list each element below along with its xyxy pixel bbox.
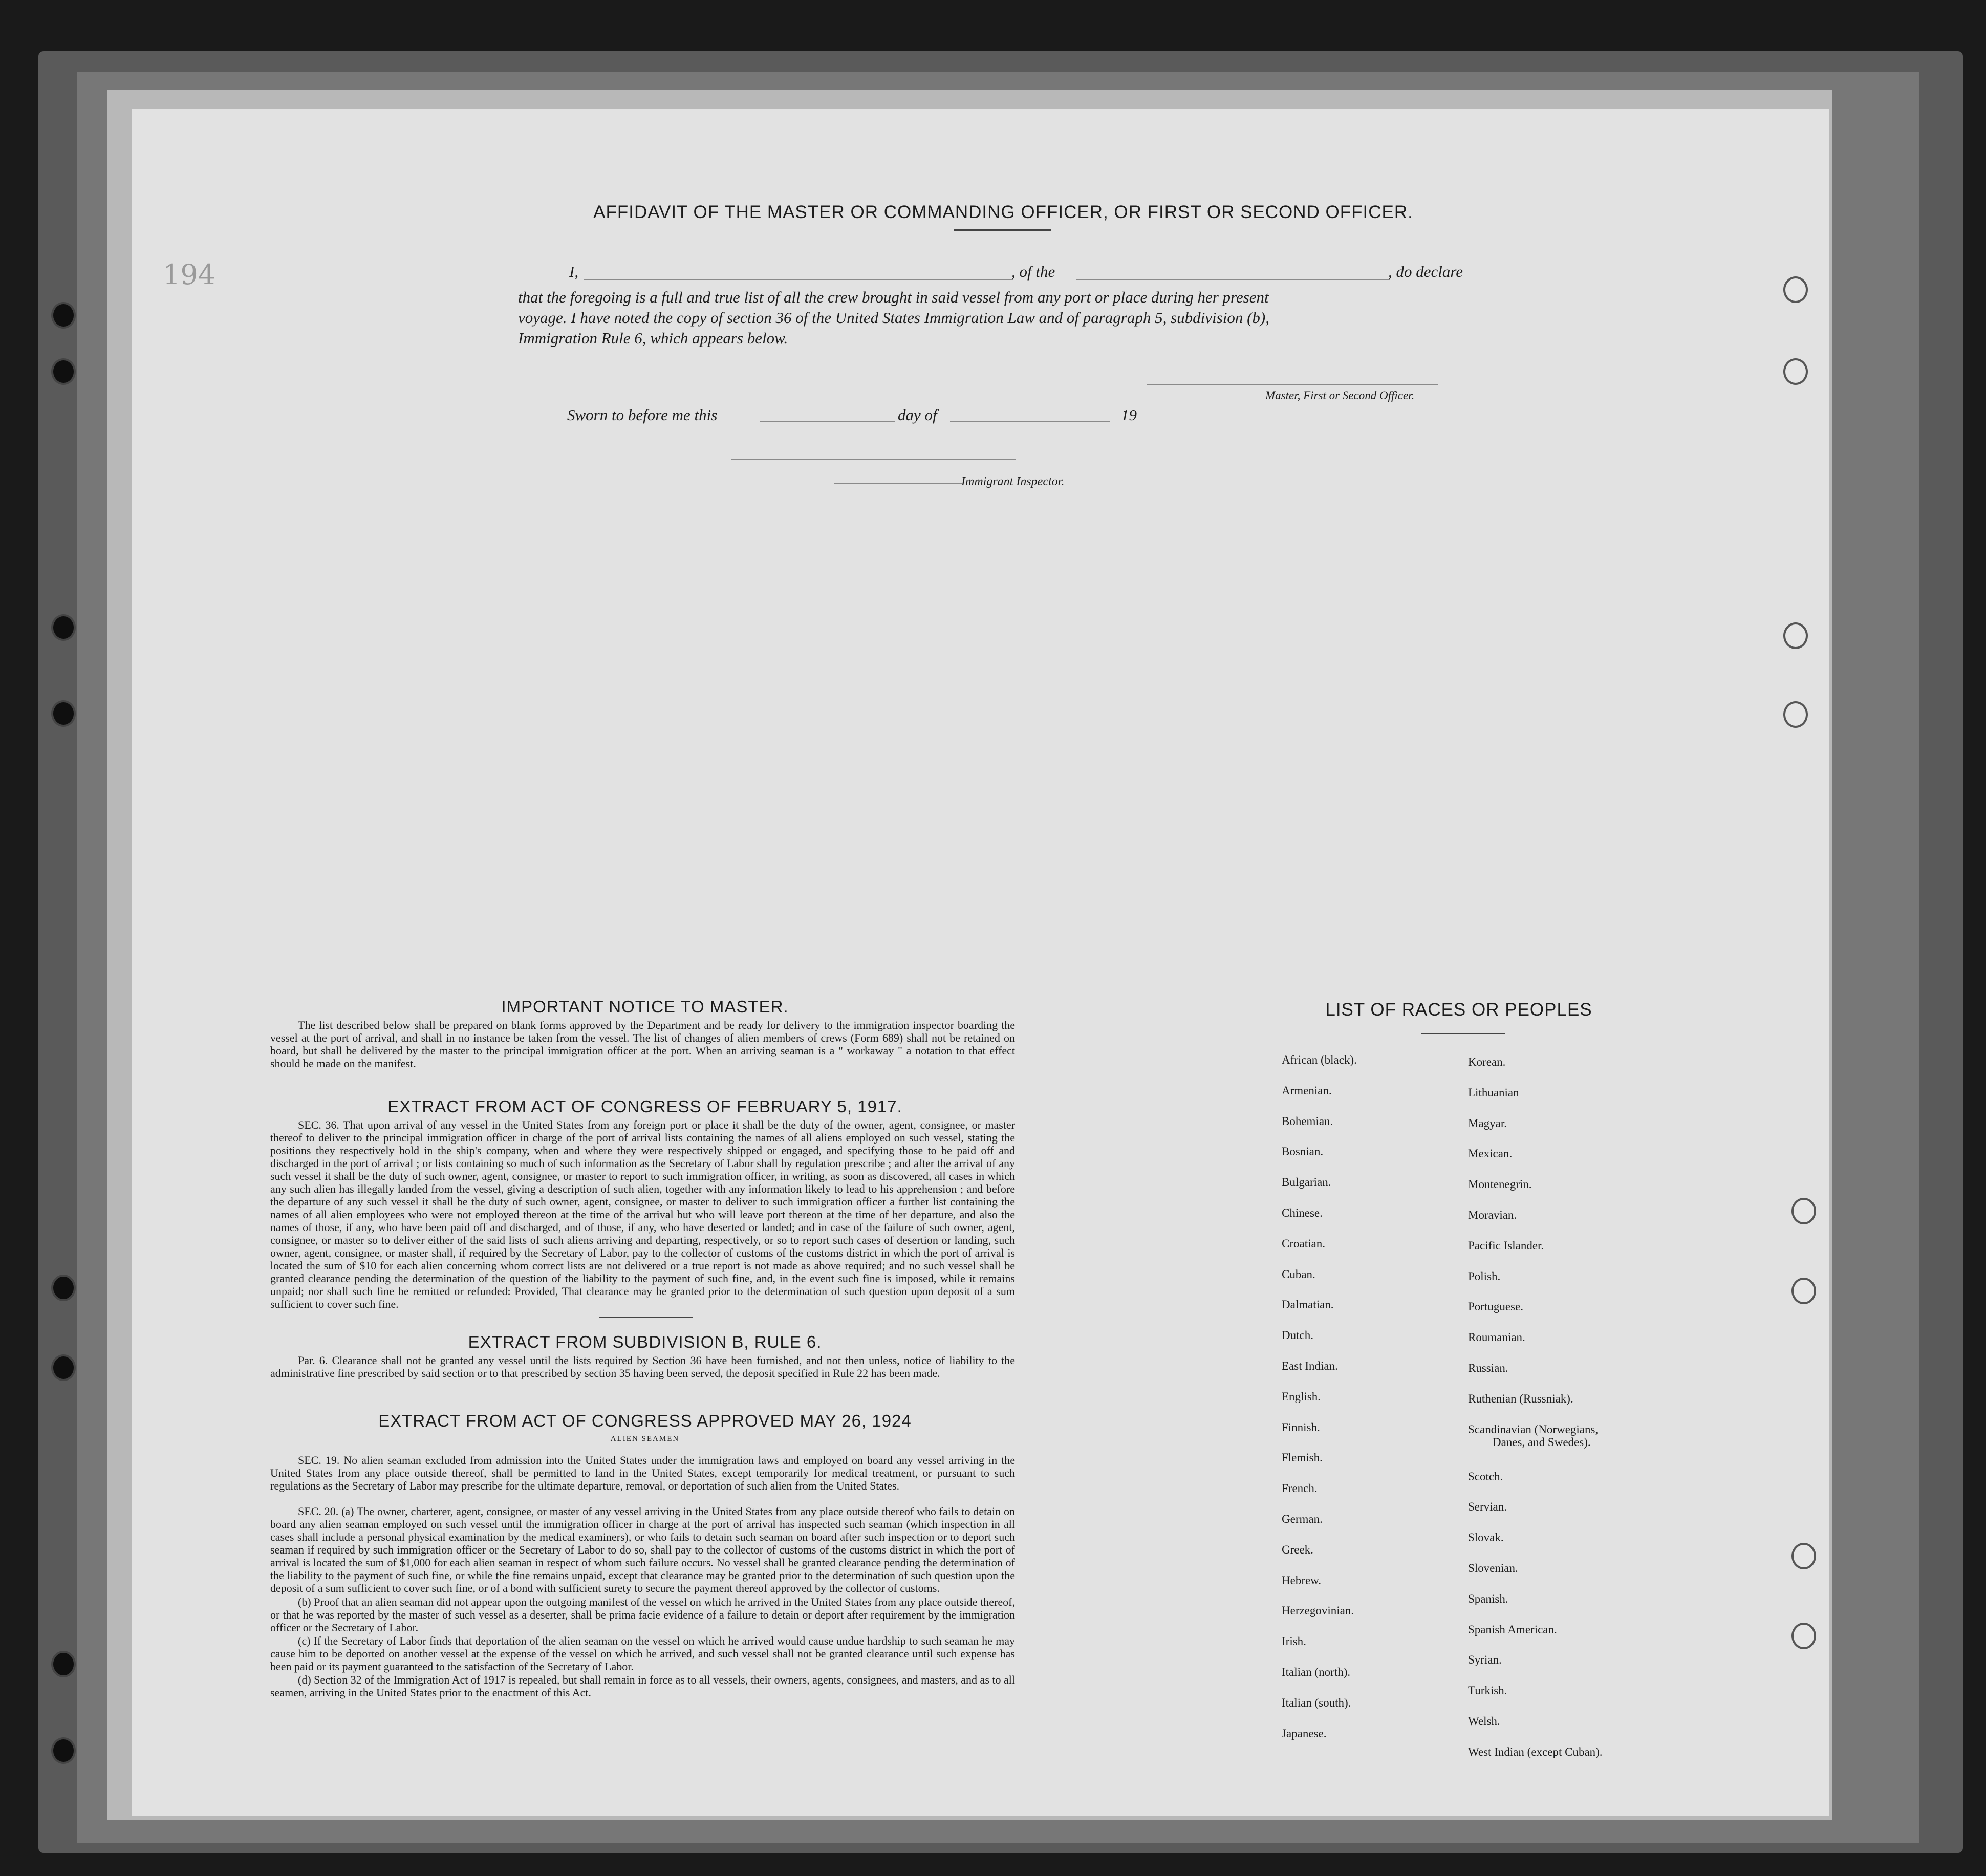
race-item: Ruthenian (Russniak). xyxy=(1468,1392,1573,1405)
race-item: Turkish. xyxy=(1468,1684,1507,1697)
affidavit-text-line-3: voyage. I have noted the copy of section 36 of the United States Immigration Law and of paragraph 5, subdivision (b), xyxy=(518,309,1269,327)
extract-1924-subtitle: ALIEN SEAMEN xyxy=(610,1435,680,1443)
race-item: Pacific Islander. xyxy=(1468,1239,1544,1252)
race-item: German. xyxy=(1282,1513,1323,1525)
affidavit-text-line-2: that the foregoing is a full and true list of all the crew brought in said vessel from any port or place during her present xyxy=(518,288,1269,306)
master-signature-caption: Master, First or Second Officer. xyxy=(1265,389,1415,402)
binder-hole-icon xyxy=(51,1354,76,1381)
extract-1924-sec20d: (d) Section 32 of the Immigration Act of 1917 is repealed, but shall remain in force as to all vessels, their owners, agents, consignees, and masters, and as to all seamen, arriving in the United States prior to the enactment of this Act. xyxy=(270,1673,1015,1699)
extract-1917-body: SEC. 36. That upon arrival of any vessel in the United States from any foreign port or place it shall be the duty of the owner, agent, consignee, or master thereof to deliver to the principal immigration officer in charge of the port of arrival lists containing the names of all aliens employed on such vessel, stating the positions they respectively hold in the ship's company, when and where they were respectively shipped or engaged, and specifying those to be paid off and discharged in the port of arrival ; or lists containing so much of such information as the Secretary of Labor shall by regulation prescribe ; and after the arrival of any such vessel it shall be the duty of such owner, agent, consignee, or master to report to such immigration officer, in writing, as soon as discovered, all cases in which any such alien has illegally landed from the vessel, giving a description of such alien, together with any information likely to lead to his apprehension ; and before the departure of any such vessel it shall be the duty of such owner, agent, consignee, or master to deliver to such immigration officer a further list containing the names of all alien employees who were not employed thereon at the time of the arrival but who will leave port thereon at the time of her departure, and also the names of those, if any, who have been paid off and discharged, and of those, if any, who have deserted or landed; and in case of the failure of such owner, agent, consignee, or master so to deliver either of the said lists of such aliens arriving and departing, respectively, or so to report such cases of desertion or landing, such owner, agent, consignee, or master shall, if required by the Secretary of Labor, pay to the collector of customs of the customs district in which the port of arrival is located the sum of $10 for each alien concerning whom correct lists are not delivered or a true report is not made as above required; and no such vessel shall be granted clearance pending the determination of the question of the liability to the payment of such fine, and, in the event such fine is imposed, while it remains unpaid; nor shall such fine be remitted or refunded: Provided, That clearance may be granted prior to the determination of such question upon deposit of a sum sufficient to cover such fine. xyxy=(270,1118,1015,1310)
vessel-name-blank[interactable] xyxy=(1076,279,1390,280)
inspector-signature-blank-1[interactable] xyxy=(731,459,1016,460)
race-item: Portuguese. xyxy=(1468,1300,1523,1313)
race-item: East Indian. xyxy=(1282,1360,1338,1372)
page-hole-icon xyxy=(1783,622,1808,649)
race-item: Chinese. xyxy=(1282,1206,1323,1219)
race-item: Italian (north). xyxy=(1282,1666,1351,1678)
binder-hole-icon xyxy=(51,1275,76,1301)
sworn-month-blank[interactable] xyxy=(950,421,1110,422)
race-item: Roumanian. xyxy=(1468,1331,1525,1344)
section-divider xyxy=(599,1317,693,1318)
inspector-caption: Immigrant Inspector. xyxy=(961,475,1065,488)
race-item: Dutch. xyxy=(1282,1329,1313,1342)
races-title: LIST OF RACES OR PEOPLES xyxy=(1325,1000,1592,1020)
race-item: Dalmatian. xyxy=(1282,1298,1334,1311)
race-item: Korean. xyxy=(1468,1055,1506,1068)
sworn-before-text: Sworn to before me this xyxy=(567,406,718,424)
race-item: Greek. xyxy=(1282,1543,1313,1556)
affidavit-title-rule xyxy=(954,229,1051,231)
notice-body: The list described below shall be prepared on blank forms approved by the Department and be ready for delivery to the immigration inspector boarding the vessel at the port of arrival, and shall in no instance be taken from the vessel. The list of changes of alien members of crews (Form 689) shall not be retained on board, but shall be delivered by the master to the principal immigration officer at the port. When an arriving seaman is a " workaway " a notation to that effect should be made on the manifest. xyxy=(270,1019,1015,1070)
extract-rule6-body: Par. 6. Clearance shall not be granted any vessel until the lists required by Section 36 have been furnished, and not then unless, notice of liability to the administrative fine prescribed by said section or to that prescribed by section 35 having been served, the deposit specified in Rule 22 has been made. xyxy=(270,1354,1015,1379)
race-item: Flemish. xyxy=(1282,1451,1323,1464)
affidavit-title: AFFIDAVIT OF THE MASTER OR COMMANDING OFFICER, OR FIRST OR SECOND OFFICER. xyxy=(593,202,1413,222)
extract-1917-title: EXTRACT FROM ACT OF CONGRESS OF FEBRUARY 5, 1917. xyxy=(387,1097,902,1116)
page-hole-icon xyxy=(1783,701,1808,728)
race-item: English. xyxy=(1282,1390,1321,1403)
race-item: Scandinavian (Norwegians, xyxy=(1468,1422,1599,1436)
race-item: Bulgarian. xyxy=(1282,1176,1331,1189)
sworn-day-blank[interactable] xyxy=(760,421,895,422)
race-item: Croatian. xyxy=(1282,1237,1325,1250)
race-item: Welsh. xyxy=(1468,1715,1500,1728)
races-title-rule xyxy=(1421,1033,1505,1034)
margin-page-number: 194 xyxy=(163,258,216,291)
race-item: Italian (south). xyxy=(1282,1696,1351,1709)
year-prefix: 19 xyxy=(1121,406,1137,424)
master-name-blank[interactable] xyxy=(584,279,1013,280)
extract-1924-sec20c: (c) If the Secretary of Labor finds that deportation of the alien seaman on the vessel on which he arrived would cause undue hardship to such seaman he may cause him to be deported on another vessel at the expense of the vessel on which he arrived, and such vessel shall not be granted clearance until such expense has been paid or its payment guaranteed to the satisfaction of the Secretary of Labor. xyxy=(270,1634,1015,1673)
notice-title: IMPORTANT NOTICE TO MASTER. xyxy=(501,997,789,1016)
race-item: Japanese. xyxy=(1282,1727,1327,1740)
race-item: African (black). xyxy=(1282,1053,1357,1066)
page-hole-icon xyxy=(1791,1198,1816,1224)
race-item: Moravian. xyxy=(1468,1209,1517,1221)
affidavit-of-the-label: , of the xyxy=(1011,263,1055,281)
binder-hole-icon xyxy=(51,1737,76,1764)
race-item: Russian. xyxy=(1468,1362,1508,1374)
race-item: Hebrew. xyxy=(1282,1573,1322,1587)
race-item: Polish. xyxy=(1468,1269,1501,1283)
race-item: Lithuanian xyxy=(1468,1086,1519,1099)
race-item: Finnish. xyxy=(1282,1420,1320,1434)
affidavit-text-line-4: Immigration Rule 6, which appears below. xyxy=(518,329,788,347)
race-item: Cuban. xyxy=(1282,1267,1315,1281)
extract-1924-sec20b: (b) Proof that an alien seaman did not appear upon the outgoing manifest of the vessel on which he arrived in the United States from any place outside thereof, or that he was reported by the master of such vessel as a deserter, shall be prima facie evidence of a failure to detain or deport after requirement by the immigration officer or the Secretary of Labor. xyxy=(270,1595,1015,1634)
race-item: Irish. xyxy=(1282,1635,1306,1648)
extract-1924-sec19: SEC. 19. No alien seaman excluded from admission into the United States under the immigration laws and employed on board any vessel arriving in the United States from any place outside thereof, shall be permitted to land in the United States, except temporarily for medical treatment, or pursuant to such regulations as the Secretary of Labor may prescribe for the ultimate departure, removal, or deportation of such alien from the United States. xyxy=(270,1454,1015,1492)
binder-hole-icon xyxy=(51,614,76,641)
page-hole-icon xyxy=(1791,1623,1816,1649)
race-item: Spanish. xyxy=(1468,1592,1508,1605)
day-of-label: day of xyxy=(898,406,937,424)
inspector-signature-blank-2[interactable] xyxy=(834,483,962,484)
race-item: Servian. xyxy=(1468,1500,1507,1514)
binder-hole-icon xyxy=(51,302,76,329)
binder-hole-icon xyxy=(51,358,76,385)
race-item: Slovenian. xyxy=(1468,1562,1518,1575)
page-hole-icon xyxy=(1783,276,1808,303)
extract-1924-title: EXTRACT FROM ACT OF CONGRESS APPROVED MAY 26, 1924 xyxy=(378,1411,912,1430)
page-hole-icon xyxy=(1783,358,1808,385)
race-item: Spanish American. xyxy=(1468,1623,1557,1636)
race-item: Herzegovinian. xyxy=(1282,1604,1354,1618)
race-item: Danes, and Swedes). xyxy=(1493,1435,1591,1449)
race-item: Bosnian. xyxy=(1282,1145,1324,1158)
extract-1924-sec20a: SEC. 20. (a) The owner, charterer, agent, consignee, or master of any vessel arriving in the United States from any place outside thereof who fails to detain on board any alien seaman employed on such vessel until the immigration officer in charge at the port of arrival has inspected such seaman (which inspection in all cases shall include a personal physical examination by the medical examiners), or who fails to detain such seaman on board after such inspection or to deport such seaman if required by such immigration officer or the Secretary of Labor to do so, shall pay to the collector of customs of the customs district in which the port of arrival is located the sum of $1,000 for each alien seaman in respect of whom such failure occurs. No vessel shall be granted clearance pending the determination of the liability to the payment of such fine, or while the fine remains unpaid, except that clearance may be granted prior to the determination of such question upon the deposit of a sum sufficient to cover such fine, or of a bond with sufficient surety to secure the payment thereof approved by the collector of customs. xyxy=(270,1505,1015,1594)
race-item: Magyar. xyxy=(1468,1116,1507,1130)
race-item: West Indian (except Cuban). xyxy=(1468,1745,1603,1758)
binder-hole-icon xyxy=(51,1651,76,1677)
race-item: Bohemian. xyxy=(1282,1114,1333,1128)
race-item: Montenegrin. xyxy=(1468,1178,1532,1191)
extract-rule6-title: EXTRACT FROM SUBDIVISION B, RULE 6. xyxy=(468,1332,822,1351)
race-item: French. xyxy=(1282,1482,1318,1495)
race-item: Slovak. xyxy=(1468,1531,1504,1544)
master-signature-blank[interactable] xyxy=(1147,384,1438,385)
binder-hole-icon xyxy=(51,700,76,727)
race-item: Mexican. xyxy=(1468,1147,1513,1160)
race-item: Syrian. xyxy=(1468,1653,1502,1667)
affidavit-do-declare: , do declare xyxy=(1388,263,1463,281)
race-item: Scotch. xyxy=(1468,1470,1503,1483)
affidavit-i-label: I, xyxy=(569,263,579,281)
race-item: Armenian. xyxy=(1282,1084,1332,1097)
page-hole-icon xyxy=(1791,1278,1816,1304)
page-hole-icon xyxy=(1791,1543,1816,1569)
